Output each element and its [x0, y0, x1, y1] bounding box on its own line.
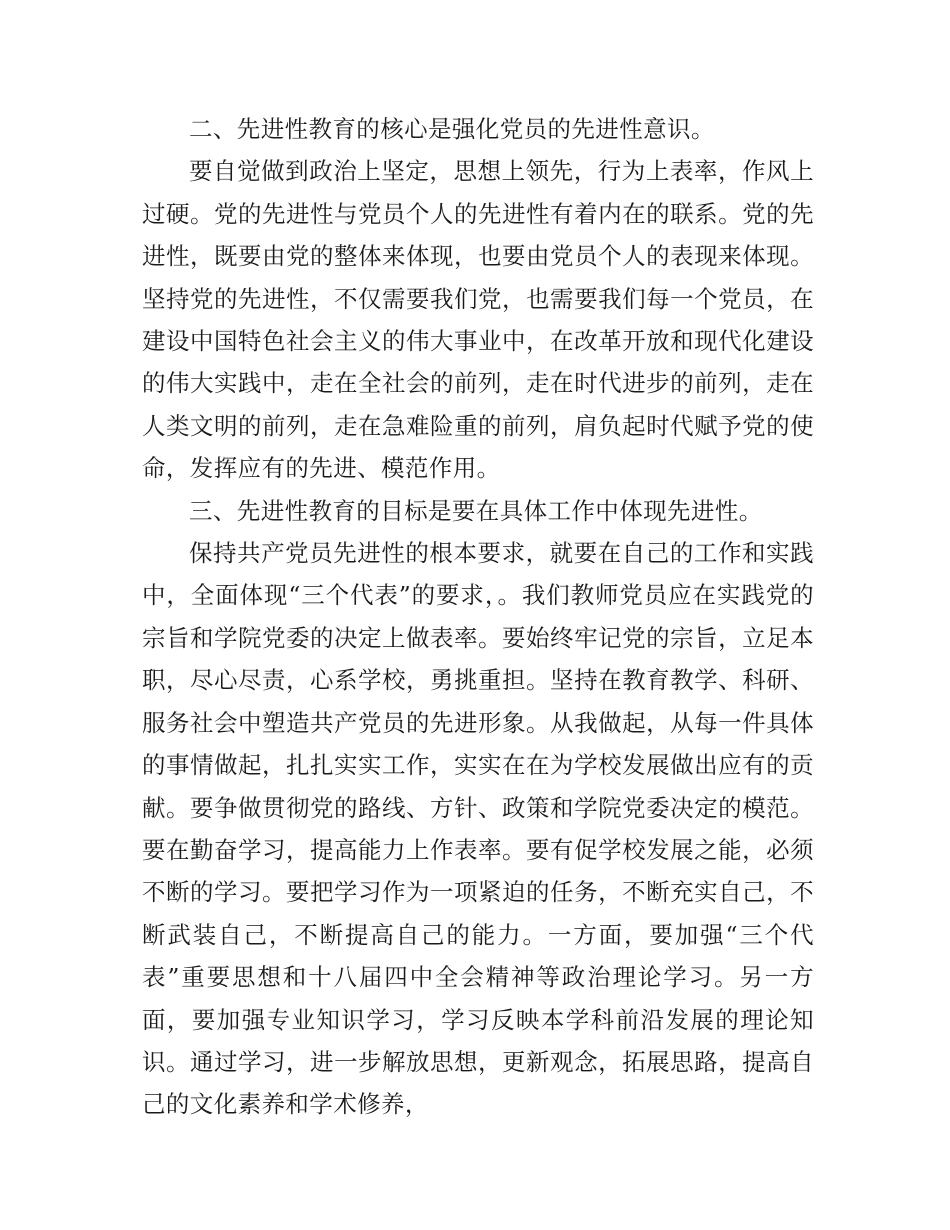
- section-heading-3: 三、先进性教育的目标是要在具体工作中体现先进性。: [189, 496, 763, 525]
- body-paragraph: 保持共产党员先进性的根本要求，就要在自己的工作和实践中，全面体现“三个代表”的要求，。我们教师党员应在实践党的宗旨和学院党委的决定上做表率。要始终牢记党的宗旨，立足本职，尽心尽责，心系学校，勇挑重担。坚持在教育教学、科研、服务社会中塑造共产党员的先进形象。从我做起，从每一件具体的事情做起，扎扎实实工作，实实在在为学校发展做出应有的贡献。要争做贯彻党的路线、方针、政策和学院党委决定的模范。要在勤奋学习，提高能力上作表率。要有促学校发展之能，必须不断的学习。要把学习作为一项紧迫的任务，不断充实自己，不断武装自己，不断提高自己的能力。一方面，要加强“三个代表”重要思想和十八届四中全会精神等政治理论学习。另一方面，要加强专业知识学习，学习反映本学科前沿发展的理论知识。通过学习，进一步解放思想，更新观念，拓展思路，提高自己的文化素养和学术修养，: [142, 539, 814, 1119]
- body-paragraph: 要自觉做到政治上坚定，思想上领先，行为上表率，作风上过硬。党的先进性与党员个人的先进性有着内在的联系。党的先进性，既要由党的整体来体现，也要由党员个人的表现来体现。坚持党的先进性，不仅需要我们党，也需要我们每一个党员，在建设中国特色社会主义的伟大事业中，在改革开放和现代化建设的伟大实践中，走在全社会的前列，走在时代进步的前列，走在人类文明的前列，走在急难险重的前列，肩负起时代赋予党的使命，发挥应有的先进、模范作用。: [142, 157, 814, 483]
- section-heading-2: 二、先进性教育的核心是强化党员的先进性意识。: [189, 115, 715, 143]
- document-body: [142, 108, 814, 1126]
